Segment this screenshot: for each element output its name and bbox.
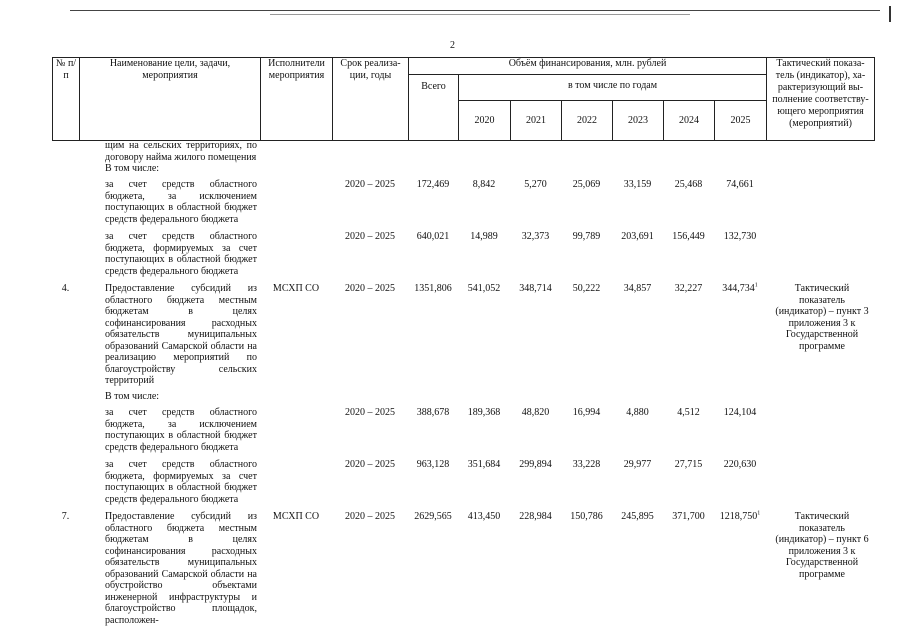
row-total-text: 640,021 [416, 231, 450, 242]
table-row [52, 140, 874, 163]
row-value [714, 140, 766, 163]
row-period [332, 283, 408, 391]
row-name [79, 283, 260, 391]
row-name [79, 459, 260, 511]
row-indicator-text: Тактический показатель (индикатор) – пункт 3 приложения 3 к Государственной программе [775, 283, 869, 352]
row-value [510, 283, 561, 391]
table-row [52, 163, 874, 179]
row-period [332, 459, 408, 511]
row-value-text: 228,984 [519, 511, 552, 522]
page-number: 2 [450, 40, 455, 51]
row-value [510, 231, 561, 283]
row-value-text: 14,989 [470, 231, 498, 242]
row-number [52, 391, 79, 407]
row-value [458, 511, 510, 631]
row-value [458, 391, 510, 407]
row-value [561, 140, 612, 163]
header-by-years: в том числе по годам [459, 75, 767, 101]
row-value-text: 1218,750 [719, 511, 758, 522]
row-value-text: 27,715 [674, 459, 703, 470]
table-row [52, 407, 874, 459]
row-number [52, 179, 79, 231]
row-value [714, 407, 766, 459]
row-indicator [766, 140, 874, 163]
row-total [408, 179, 458, 231]
row-number-text: 7. [61, 511, 70, 522]
row-value [458, 459, 510, 511]
row-executor [260, 511, 332, 631]
table-row [52, 391, 874, 407]
row-period-text: 2020 – 2025 [345, 459, 395, 470]
row-executor [260, 179, 332, 231]
row-value [663, 231, 714, 283]
row-number [52, 407, 79, 459]
row-name [79, 179, 260, 231]
row-executor [260, 283, 332, 391]
row-value-text: 25,468 [674, 179, 703, 190]
header-period: Срок реализа-ции, годы [333, 58, 409, 141]
header-year: 2023 [613, 101, 664, 141]
row-value-text: 203,691 [621, 231, 654, 242]
row-period [332, 407, 408, 459]
row-value [561, 391, 612, 407]
row-value [561, 163, 612, 179]
row-value [458, 163, 510, 179]
row-value [714, 163, 766, 179]
row-executor [260, 163, 332, 179]
row-executor-text: МСХП СО [272, 511, 320, 522]
row-number [52, 231, 79, 283]
row-value-text: 348,714 [519, 283, 552, 294]
row-value [663, 163, 714, 179]
row-name [79, 140, 260, 163]
row-value [510, 407, 561, 459]
row-total [408, 283, 458, 391]
row-total [408, 140, 458, 163]
row-value [510, 459, 561, 511]
header-num: № п/п [53, 58, 80, 141]
row-name-text: Предоставление субсидий из областного бюджета местным бюджетам в целях софинансирования расходных обязательств муниципальных образований Самарской области на обустройство объектами инженерной инфраструктуры и благоустройство площадок, расположен- [105, 511, 257, 626]
row-value-text: 124,104 [723, 407, 757, 418]
row-name [79, 231, 260, 283]
row-value-text: 150,786 [570, 511, 603, 522]
row-value-text: 4,512 [677, 407, 700, 418]
row-indicator [766, 511, 874, 631]
row-value-text: 34,857 [623, 283, 652, 294]
row-value-text: 25,069 [572, 179, 601, 190]
row-executor-text: МСХП СО [272, 283, 320, 294]
row-value [663, 407, 714, 459]
row-value [561, 407, 612, 459]
row-value [663, 283, 714, 391]
row-value-text: 5,270 [524, 179, 547, 190]
row-name-text: Предоставление субсидий из областного бюджета местным бюджетам в целях софинансирования расходных обязательств муниципальных образований Самарской области на реализацию мероприятий по благоустройству сельских территорий [105, 283, 257, 386]
row-value [612, 459, 663, 511]
row-value [510, 391, 561, 407]
row-value-text: 189,368 [467, 407, 501, 418]
row-value-text: 99,789 [572, 231, 601, 242]
row-name-text: В том числе: [105, 391, 160, 402]
footnote-mark: 1 [754, 282, 758, 289]
row-total [408, 511, 458, 631]
header-total: Всего [409, 75, 459, 141]
row-period-text: 2020 – 2025 [345, 179, 395, 190]
row-total-text: 1351,806 [414, 283, 452, 294]
row-period-text: 2020 – 2025 [345, 407, 395, 418]
row-name-text: за счет средств областного бюджета, за исключением поступающих в областной бюджет средств федерального бюджета [105, 407, 257, 453]
row-period-text: 2020 – 2025 [345, 511, 395, 522]
row-indicator [766, 283, 874, 391]
table-row [52, 283, 874, 391]
row-name-text: за счет средств областного бюджета, формируемых за счет поступающих в областной бюджет средств федерального бюджета [105, 231, 257, 277]
footnote-mark: 1 [757, 510, 761, 517]
row-value [714, 459, 766, 511]
row-number [52, 163, 79, 179]
row-executor [260, 140, 332, 163]
header-indicator: Тактический показа-тель (индикатор), ха-рактеризующий вы-полнение соответству-ющего мероприятия (мероприятий) [767, 58, 875, 141]
row-period [332, 511, 408, 631]
header-year: 2025 [715, 101, 767, 141]
row-value [510, 179, 561, 231]
row-value-text: 33,228 [572, 459, 601, 470]
row-value [663, 391, 714, 407]
row-value [612, 163, 663, 179]
row-total [408, 391, 458, 407]
row-period [332, 140, 408, 163]
row-period [332, 231, 408, 283]
row-value [663, 140, 714, 163]
row-value [458, 179, 510, 231]
row-value [612, 179, 663, 231]
row-total [408, 163, 458, 179]
table-row [52, 511, 874, 631]
row-value [458, 283, 510, 391]
row-indicator-text: Тактический показатель (индикатор) – пункт 6 приложения 3 к Государственной программе [775, 511, 869, 580]
header-name: Наименование цели, задачи, мероприятия [80, 58, 261, 141]
table-row [52, 179, 874, 231]
row-value-text: 8,842 [472, 179, 496, 190]
header-year: 2024 [664, 101, 715, 141]
row-value-text: 245,895 [621, 511, 654, 522]
top-rule [70, 10, 880, 11]
row-name [79, 163, 260, 179]
row-total [408, 231, 458, 283]
row-value-text: 344,734 [722, 283, 755, 294]
row-name-text: за счет средств областного бюджета, формируемых за счет поступающих в областной бюджет средств федерального бюджета [105, 459, 257, 505]
row-value-text: 541,052 [467, 283, 501, 294]
row-value [612, 283, 663, 391]
row-total-text: 963,128 [416, 459, 450, 470]
row-executor [260, 231, 332, 283]
row-indicator [766, 179, 874, 231]
row-value-text: 50,222 [572, 283, 601, 294]
row-number [52, 283, 79, 391]
row-value [510, 163, 561, 179]
row-indicator [766, 407, 874, 459]
row-indicator [766, 391, 874, 407]
row-indicator [766, 459, 874, 511]
row-name-text: за счет средств областного бюджета, за исключением поступающих в областной бюджет средств федерального бюджета [105, 179, 257, 225]
header-executors: Исполнители мероприятия [261, 58, 333, 141]
header-year: 2021 [511, 101, 562, 141]
row-value-text: 32,373 [521, 231, 550, 242]
row-value [714, 511, 766, 631]
top-rule-secondary [270, 14, 690, 15]
row-value [510, 140, 561, 163]
row-value-text: 32,227 [674, 283, 703, 294]
row-value-text: 220,630 [723, 459, 757, 470]
row-value-text: 74,661 [726, 179, 754, 190]
row-executor [260, 391, 332, 407]
row-indicator [766, 231, 874, 283]
row-value [458, 231, 510, 283]
row-value [612, 140, 663, 163]
table-row [52, 459, 874, 511]
row-value [714, 179, 766, 231]
row-number-text: 4. [61, 283, 70, 294]
row-value [458, 140, 510, 163]
table-row [52, 231, 874, 283]
row-value [612, 391, 663, 407]
row-value [510, 511, 561, 631]
row-name-text: щим на сельских территориях, по договору найма жилого помещения [105, 140, 257, 163]
row-value-text: 4,880 [626, 407, 649, 418]
row-executor [260, 407, 332, 459]
row-value [612, 511, 663, 631]
row-value [714, 231, 766, 283]
row-name [79, 511, 260, 631]
row-value [612, 407, 663, 459]
row-value-text: 48,820 [521, 407, 550, 418]
row-value-text: 413,450 [467, 511, 501, 522]
row-value [561, 459, 612, 511]
row-value-text: 299,894 [519, 459, 552, 470]
table-body [52, 140, 882, 631]
row-name [79, 407, 260, 459]
row-value [561, 179, 612, 231]
row-value [561, 231, 612, 283]
row-total-text: 388,678 [416, 407, 450, 418]
row-period [332, 391, 408, 407]
table-header [52, 57, 875, 141]
row-value [612, 231, 663, 283]
row-value [663, 179, 714, 231]
row-value [714, 283, 766, 391]
row-total [408, 407, 458, 459]
corner-mark [889, 6, 891, 22]
row-value [663, 511, 714, 631]
row-number [52, 511, 79, 631]
row-value [561, 283, 612, 391]
row-value-text: 16,994 [572, 407, 601, 418]
row-value [458, 407, 510, 459]
row-name-text: В том числе: [105, 163, 160, 174]
row-value-text: 351,684 [467, 459, 501, 470]
header-year: 2020 [459, 101, 511, 141]
row-total-text: 172,469 [416, 179, 450, 190]
row-value [714, 391, 766, 407]
row-period-text: 2020 – 2025 [345, 283, 395, 294]
row-value-text: 33,159 [623, 179, 652, 190]
row-name [79, 391, 260, 407]
row-executor [260, 459, 332, 511]
row-value [561, 511, 612, 631]
row-indicator [766, 163, 874, 179]
row-period-text: 2020 – 2025 [345, 231, 395, 242]
row-value-text: 371,700 [672, 511, 705, 522]
row-total-text: 2629,565 [414, 511, 452, 522]
row-value-text: 132,730 [723, 231, 757, 242]
row-value-text: 156,449 [672, 231, 705, 242]
header-year: 2022 [562, 101, 613, 141]
row-total [408, 459, 458, 511]
row-period [332, 163, 408, 179]
row-period [332, 179, 408, 231]
header-funding: Объём финансирования, млн. рублей [409, 58, 767, 75]
row-value [663, 459, 714, 511]
row-number [52, 140, 79, 163]
row-number [52, 459, 79, 511]
row-value-text: 29,977 [623, 459, 652, 470]
